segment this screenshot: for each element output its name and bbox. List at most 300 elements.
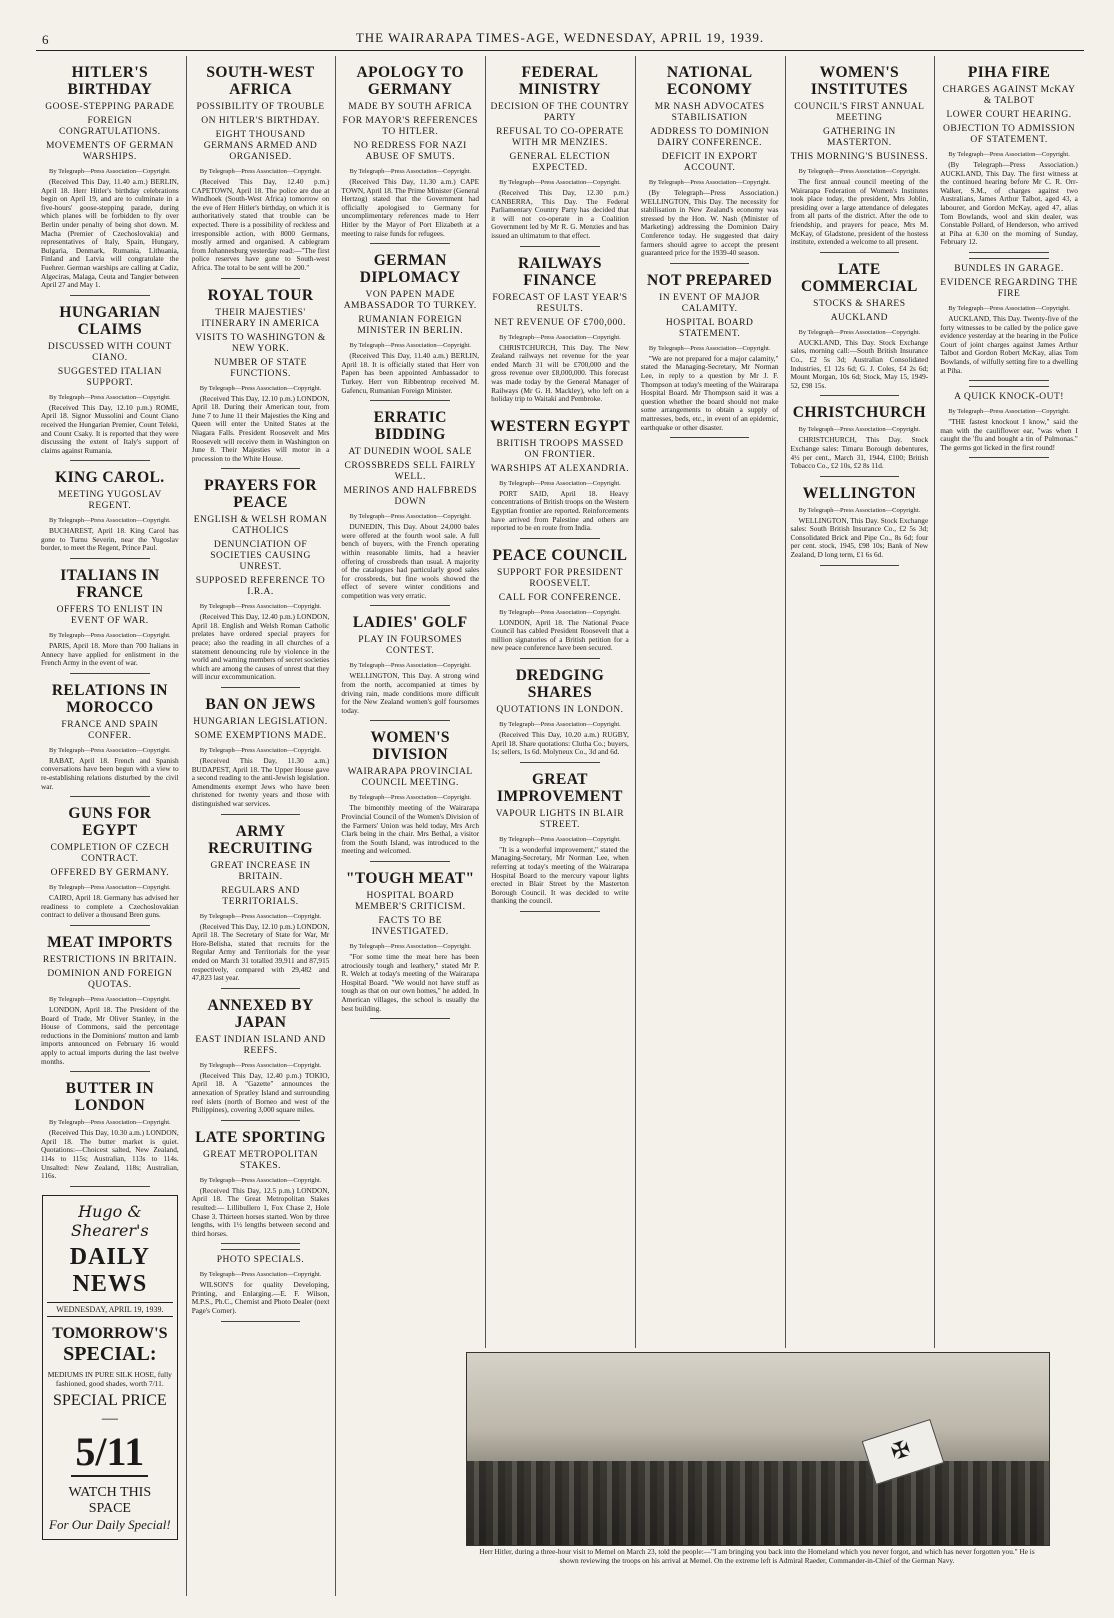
press-credit: By Telegraph—Press Association—Copyright.: [798, 328, 921, 336]
headline: ROYAL TOUR: [207, 286, 314, 304]
press-credit: By Telegraph—Press Association—Copyright.: [49, 996, 171, 1003]
article: [187, 477, 335, 688]
subheadline: NUMBER OF STATE FUNCTIONS.: [214, 357, 307, 379]
article: [486, 771, 634, 912]
article-text: PORT SAID, April 18. Heavy concentrations of British troops on the Western Egyptian frontier are reported. Reinforcements have arrived from Palestine and others are reported to be en route from India.: [491, 488, 629, 533]
subheadline: ENGLISH & WELSH ROMAN CATHOLICS: [193, 515, 328, 537]
article: [36, 469, 184, 559]
subheadline: SUPPORT FOR PRESIDENT ROOSEVELT.: [496, 567, 623, 589]
ad-special: SPECIAL:: [63, 1342, 157, 1365]
article-text: (Received This Day, 12.40 p.m.) TOKIO, April 18. A "Gazette" announces the annexation of Spratley Island and surrounding reef islets (north of Borneo and west of the Philippines), covering 3,000 square miles.: [191, 1070, 330, 1115]
subheadline: BUNDLES IN GARAGE.: [954, 263, 1064, 274]
subheadline: GREAT METROPOLITAN STAKES.: [203, 1149, 318, 1171]
subheadline: GOOSE-STEPPING PARADE: [45, 102, 175, 112]
column-7: [934, 56, 1083, 1348]
divider: [221, 1249, 301, 1250]
subheadline: REGULARS AND TERRITORIALS.: [221, 885, 300, 907]
headline: ITALIANS IN FRANCE: [60, 567, 160, 602]
subheadline: GATHERING IN MASTERTON.: [822, 127, 896, 148]
article-text: (Received This Day, 12.5 p.m.) LONDON, April 18. The Great Metropolitan Stakes resulted:— Lillibullero 1, Fox Chase 2, Hole Chase 3. Thirteen horses started. Won by three lengths, with 1½ lengths between second and third horses.: [191, 1185, 330, 1238]
subheadline: GREAT INCREASE IN BRITAIN.: [210, 860, 311, 882]
article: [36, 682, 184, 797]
subheadline: CHARGES AGAINST McKAY & TALBOT: [942, 85, 1076, 106]
divider: [520, 246, 600, 247]
article-text: (Received This Day, 11.40 a.m.) BERLIN, April 18. It is officially stated that Herr von Papen has been appointed Ambassador to Turkey. Herr von Ribbentrop received M. Gafencu, Rumanian Foreign Minister.: [341, 351, 480, 395]
subheadline: HUNGARIAN LEGISLATION.: [193, 717, 328, 728]
press-credit: By Telegraph—Press Association—Copyright.: [49, 517, 171, 525]
divider: [370, 243, 450, 244]
headline: HUNGARIAN CLAIMS: [59, 303, 161, 338]
divider: [221, 1321, 301, 1322]
article-body: [341, 672, 479, 715]
column-5: [635, 56, 784, 1348]
press-credit: By Telegraph—Press Association—Copyright.: [349, 662, 472, 670]
article: [36, 567, 184, 674]
article-text: LONDON, April 18. The President of the Board of Trade, Mr Oliver Stanley, in the House of Commons, said the percentage reductions in the Dominions' mutton and lamb imports announced on February 16 would apply to actual imports during the last twelve months.: [41, 1005, 179, 1066]
article-body: [192, 1187, 330, 1239]
press-credit: By Telegraph—Press Association—Copyright.: [798, 506, 921, 514]
article-body: [791, 517, 929, 560]
divider: [370, 720, 450, 721]
headline: SOUTH-WEST AFRICA: [206, 64, 315, 98]
press-credit: By Telegraph—Press Association—Copyright.: [199, 168, 322, 175]
press-credit: By Telegraph—Press Association—Copyright.: [948, 408, 1070, 416]
article-text: DUNEDIN, This Day. About 24,000 bales were offered at the fourth wool sale. A full bench of buyers, with the French operating within reasonable limits, had a heavier offering of crossbreds than usual. A majority of the catalogues had particularly good sales for crossbreds, but fine wools showed the effect of severe winter conditions and competition was very erratic.: [341, 522, 480, 600]
press-credit: By Telegraph—Press Association—Copyright.: [499, 479, 621, 487]
press-credit: By Telegraph—Press Association—Copyright.: [49, 632, 171, 640]
headline: BAN ON JEWS: [205, 696, 316, 714]
article-body: [41, 178, 179, 290]
divider: [370, 400, 450, 401]
divider: [969, 258, 1049, 259]
subheadline: FOR MAYOR'S REFERENCES TO HITLER.: [342, 116, 478, 137]
article-body: [41, 757, 179, 791]
article: [187, 1129, 335, 1245]
subheadline: RESTRICTIONS IN BRITAIN.: [42, 955, 177, 965]
headline: WELLINGTON: [802, 484, 916, 502]
subheadline: HOSPITAL BOARD MEMBER'S CRITICISM.: [355, 891, 466, 912]
subheadline: THEIR MAJESTIES' ITINERARY IN AMERICA: [201, 307, 320, 329]
headline: GUNS FOR EGYPT: [68, 805, 152, 840]
subheadline: VAPOUR LIGHTS IN BLAIR STREET.: [495, 808, 625, 830]
subheadline: DEFICIT IN EXPORT ACCOUNT.: [661, 152, 758, 173]
article-body: [791, 178, 929, 247]
press-credit: By Telegraph—Press Association—Copyright.: [499, 835, 621, 843]
article-text: WILSON'S for quality Developing, Printing, and Enlarging.—E. F. Wilson, M.P.S., Ph.C., Chemist and Photo Dealer (next Page's Corner).: [191, 1280, 330, 1316]
article: [935, 386, 1083, 458]
article-body: [940, 418, 1078, 452]
article-body: [41, 527, 179, 553]
press-credit: By Telegraph—Press Association—Copyright.: [798, 426, 921, 434]
subheadline: DENUNCIATION OF SOCIETIES CAUSING UNREST.: [210, 540, 311, 573]
article-body: [41, 894, 179, 920]
subheadline: CALL FOR CONFERENCE.: [498, 592, 622, 603]
press-credit: By Telegraph—Press Association—Copyright.: [349, 168, 472, 175]
subheadline: EIGHT THOUSAND GERMANS ARMED AND ORGANISED.: [203, 130, 318, 162]
article: [935, 258, 1083, 381]
subheadline: MEETING YUGOSLAV REGENT.: [57, 490, 162, 512]
article-text: WELLINGTON, This Day. A strong wind from the north, accompanied at times by driving rain, made conditions more difficult for the New Zealand women's golf foursomes today.: [341, 671, 480, 715]
headline: ANNEXED BY JAPAN: [207, 996, 314, 1031]
divider: [221, 814, 301, 815]
ad-title: DAILY NEWS: [69, 1243, 150, 1297]
article: [486, 667, 634, 763]
subheadline: DOMINION AND FOREIGN QUOTAS.: [47, 969, 173, 990]
divider: [70, 460, 150, 461]
article-text: (Received This Day, 12.40 p.m.) LONDON, April 18. English and Welsh Roman Catholic prelates have ordered special prayers for peace; also the reading in all churches of a statement denouncing rule by violence in the world and warning members of secret societies which are among the causes of unrest that they will incur excommunication.: [191, 612, 330, 682]
news-photo: [466, 1352, 1050, 1546]
headline: WOMEN'S DIVISION: [370, 729, 450, 764]
subheadline: QUOTATIONS IN LONDON.: [496, 705, 624, 716]
column-4: [485, 56, 634, 1348]
divider: [520, 911, 600, 912]
headline: BUTTER IN LONDON: [65, 1080, 155, 1115]
article-body: [341, 953, 479, 1013]
subheadline: PHOTO SPECIALS.: [216, 1255, 305, 1266]
headline: ARMY RECRUITING: [208, 822, 313, 857]
divider: [221, 687, 301, 688]
article: [786, 261, 934, 397]
subheadline: NO REDRESS FOR NAZI ABUSE OF SMUTS.: [353, 141, 467, 162]
subheadline: DECISION OF THE COUNTRY PARTY: [490, 102, 630, 123]
headline: FEDERAL MINISTRY: [518, 64, 601, 98]
divider: [670, 263, 750, 264]
article-text: (Received This Day, 12.40 p.m.) CAPETOWN, April 18. The police are due at Windhoek (South-West Africa) tomorrow on the eve of Herr Hitler's birthday, on which it is authoritatively stated that trouble can be expected. There is a possibility of reckless and irresponsible action, with 8000 Germans, mostly armed and organised. A cablegram from Johannesburg yesterday read:—"The first police reserves have gone to South-west Africa. The total to be sent will be 200.": [191, 177, 330, 272]
article-text: (Received This Day, 11.30 a.m.) BUDAPEST, April 18. The Upper House gave a second reading to the anti-Jewish legislation. Amendments exempt Jews who have been christened for twenty years and those with distinguished war services.: [191, 756, 330, 808]
ad-date: WEDNESDAY, APRIL 19, 1939.: [47, 1302, 173, 1317]
article: [336, 252, 484, 401]
article: [36, 64, 184, 296]
press-credit: By Telegraph—Press Association—Copyright.: [199, 747, 322, 755]
subheadline: EAST INDIAN ISLAND AND REEFS.: [195, 1034, 326, 1056]
headline: GREAT IMPROVEMENT: [497, 770, 623, 805]
article: [187, 64, 335, 279]
subheadline: OFFERS TO ENLIST IN EVENT OF WAR.: [56, 605, 164, 627]
divider: [370, 605, 450, 606]
article: [486, 255, 634, 410]
article-body: [41, 1129, 179, 1181]
subheadline: AT DUNEDIN WOOL SALE: [348, 447, 473, 458]
subheadline: ON HITLER'S BIRTHDAY.: [201, 116, 320, 126]
headline: LATE COMMERCIAL: [800, 260, 918, 295]
article-text: (Received This Day, 10.30 a.m.) LONDON, April 18. The butter market is quiet. Quotations:—Choicest salted, New Zealand, 114s to 115s; Australian, 113s to 114s. Unsalted: New Zealand, 118s; Australian, 116s.: [41, 1128, 179, 1181]
article-body: [192, 757, 330, 809]
page-number: 6: [42, 32, 49, 47]
headline: APOLOGY TO GERMANY: [356, 64, 464, 98]
article-body: [192, 613, 330, 682]
ad-daily: For Our Daily Special!: [49, 1516, 171, 1532]
article-body: [341, 804, 479, 856]
article-body: [791, 436, 929, 470]
article-text: WELLINGTON, This Day. Stock Exchange sales: South British Insurance Co., £2 5s 3d; Consolidated Brick and Pipe Co., 8s 6d; four per cent. stock, 1945, £98 10s; Bank of New Zealand, D long term, £1 6s 6d.: [790, 515, 929, 560]
article-text: (Received This Day, 12.10 p.m.) LONDON, April 18. The Secretary of State for War, Mr Hore-Belisha, stated that recruits for the Regular Army and Territorials for the year ended on March 31 totalled 39,911 and 87,915 respectively, compared with 29,482 and 47,823 last year.: [191, 921, 330, 983]
subheadline: FORECAST OF LAST YEAR'S RESULTS.: [492, 292, 628, 314]
divider: [820, 565, 900, 566]
article-text: AUCKLAND, This Day. Twenty-five of the forty witnesses to be called by the police gave evidence yesterday at the hearing in the Police Court of joint charges against James Arthur Talbot and Gordon Robert McKay, alias Tom Bowlands, of wilfully setting fire to a dwelling at Piha.: [940, 313, 1078, 375]
divider: [70, 796, 150, 797]
article-text: RABAT, April 18. French and Spanish conversations have been begun with a view to re-establishing relations disturbed by the civil war.: [41, 755, 179, 791]
subheadline: POSSIBILITY OF TROUBLE: [196, 102, 325, 112]
article-text: (Received This Day, 10.20 a.m.) RUGBY, April 18. Share quotations: Clutha Co.; buyers, 1s; sellers, 1s 6d. Molyneux Co., 3d and 6d.: [491, 730, 629, 757]
article: [786, 404, 934, 476]
article-text: "We are not prepared for a major calamity," stated the Managing-Secretary, Mr Norman Lee, in reply to a question by Mr J. F. Thompson at today's meeting of the Wairarapa Hospital Board. Mr Thompson said it was a question whether the board should not make some arrangements to obtain a supply of mattresses, beds, etc., in event of an epidemic, earthquake or other disaster.: [640, 353, 779, 432]
subheadline: IN EVENT OF MAJOR CALAMITY.: [659, 292, 761, 314]
divider: [70, 1071, 150, 1072]
ad-item: MEDIUMS IN PURE SILK HOSE, fully fashioned, good shades, worth 7/11.: [47, 1369, 172, 1388]
headline: WOMEN'S INSTITUTES: [810, 64, 908, 98]
headline: NATIONAL ECONOMY: [666, 64, 753, 98]
column-6: [785, 56, 934, 1348]
article: [336, 729, 484, 862]
article-body: [791, 339, 929, 391]
divider: [221, 1120, 301, 1121]
article-body: [41, 1006, 179, 1066]
ad-price-label: SPECIAL PRICE—: [53, 1391, 167, 1427]
headline: CHRISTCHURCH: [792, 404, 926, 422]
divider: [221, 278, 301, 279]
headline: KING CAROL.: [55, 469, 165, 487]
subheadline: NET REVENUE OF £700,000.: [493, 317, 626, 328]
article-body: [491, 731, 629, 757]
divider: [370, 1018, 450, 1019]
article-text: (Received This Day, 12.30 p.m.) CANBERRA, This Day. The Federal Parliamentary Country Party has decided that it will not co-operate in a Coalition Government led by Mr R. G. Menzies and has issued an ultimatum to that effect.: [491, 188, 629, 240]
article: [786, 485, 934, 566]
press-credit: By Telegraph—Press Association—Copyright.: [49, 1119, 171, 1127]
article: [36, 805, 184, 926]
article-text: CHRISTCHURCH, This Day. The New Zealand railways net revenue for the year ended March 31 will be £700,000 and the gross revenue over £8,000,000. This forecast was made today by the General Manager of Railways (Mr G. H. Mackley), who left on a holiday trip to Waitaki and Pembroke.: [491, 342, 629, 404]
photo-caption: Herr Hitler, during a three-hour visit to Memel on March 23, told the people:—"I am bringing you back into the Homeland which you never forgot, and which has never forgotten you." He is shown reviewing the troops on his arrival at Memel. On the extreme left is Admiral Raeder, Commander-in-Chief of the German Navy.: [479, 1547, 1035, 1565]
subheadline: SUGGESTED ITALIAN SUPPORT.: [57, 366, 162, 388]
article: [336, 409, 484, 606]
article-body: [341, 352, 479, 395]
subheadline: REFUSAL TO CO-OPERATE WITH MR MENZIES.: [496, 127, 624, 148]
headline: LATE SPORTING: [195, 1128, 326, 1146]
press-credit: By Telegraph—Press Association—Copyright.: [948, 304, 1070, 312]
article-body: [192, 178, 330, 273]
article-body: [491, 490, 629, 533]
divider: [221, 988, 301, 989]
article-text: "THE fastest knockout I know," said the man with the cauliflower ear, "was when I caught the 'flu and bought a tin of Pulmonas." The germs got licked in the first round!: [940, 417, 1078, 452]
article-body: [641, 189, 779, 258]
article-body: [940, 161, 1078, 247]
swastika-flag-icon: ✠: [862, 1419, 945, 1485]
subheadline: RUMANIAN FOREIGN MINISTER IN BERLIN.: [357, 315, 464, 337]
divider: [221, 468, 301, 469]
column-1: [36, 56, 184, 1596]
article-body: [192, 923, 330, 983]
headline: MEAT IMPORTS: [47, 934, 173, 951]
article: [786, 64, 934, 253]
subheadline: GENERAL ELECTION EXPECTED.: [509, 152, 611, 173]
divider: [221, 1243, 301, 1244]
article: [187, 997, 335, 1121]
article-body: [41, 642, 179, 668]
masthead-title: THE WAIRARAPA TIMES-AGE, WEDNESDAY, APRIL 19, 1939.: [355, 30, 765, 45]
article-body: [940, 315, 1078, 375]
headline: GERMAN DIPLOMACY: [359, 252, 461, 287]
subheadline: MADE BY SOUTH AFRICA: [348, 102, 473, 112]
article-text: (Received This Day, 11.30 a.m.) CAPE TOWN, April 18. The Prime Minister (General Hertzog) stated that the Government had officially apologised to Germany for uncomplimentary references made to Herr Hitler by the Mayor of Port Elizabeth at a meeting to raise funds for refugees.: [341, 177, 480, 238]
subheadline: BRITISH TROOPS MASSED ON FRONTIER.: [496, 438, 624, 460]
subheadline: AUCKLAND: [830, 312, 888, 323]
article-body: [341, 178, 479, 238]
subheadline: MERINOS AND HALFBREDS DOWN: [343, 486, 477, 508]
article: [187, 287, 335, 470]
subheadline: ADDRESS TO DOMINION DAIRY CONFERENCE.: [650, 127, 770, 148]
article-text: AUCKLAND, This Day. Stock Exchange sales, morning call:—South British Insurance Co., £2 5s 3d; Australian Consolidated Industries, £1 12s 6d; G. J. Coles, £4 2s 6d; Mount Morgan, 10s 6d; Stock, May 15, 1949-52, £98 15s.: [790, 337, 929, 390]
article: [187, 696, 335, 815]
press-credit: By Telegraph—Press Association—Copyright.: [499, 179, 621, 186]
divider: [520, 538, 600, 539]
subheadline: VON PAPEN MADE AMBASSADOR TO TURKEY.: [343, 290, 477, 312]
subheadline: HOSPITAL BOARD STATEMENT.: [665, 317, 754, 339]
article: [636, 64, 784, 264]
divider: [520, 762, 600, 763]
column-3: [335, 56, 484, 1596]
divider: [820, 252, 900, 253]
divider: [969, 252, 1049, 253]
column-2: [186, 56, 335, 1596]
headline: HITLER'S BIRTHDAY: [67, 64, 153, 98]
headline: PIHA FIRE: [967, 64, 1051, 81]
headline: PRAYERS FOR PEACE: [204, 477, 317, 512]
article: [187, 1249, 335, 1321]
article: [336, 870, 484, 1019]
article-body: [491, 619, 629, 653]
article: [336, 614, 484, 721]
article-text: LONDON, April 18. The National Peace Council has cabled President Roosevelt that a million signatories of a British petition for a new peace conference have been secured.: [491, 617, 629, 653]
subheadline: MOVEMENTS OF GERMAN WARSHIPS.: [45, 141, 174, 162]
article-text: PARIS, April 18. More than 700 Italians in Annecy have applied for enlistment in the French Army in the event of war.: [41, 641, 179, 668]
masthead: [36, 28, 1084, 51]
article-text: "For some time the meat here has been atrociously tough and leathery," stated Mr P. R. Welch at today's meeting of the Wairarapa Hospital Board. "We would not have stuff as tough as that on our own homes," he added. In American villages, the school is usually the best building.: [341, 952, 480, 1013]
press-credit: By Telegraph—Press Association—Copyright.: [798, 168, 921, 175]
divider: [670, 437, 750, 438]
press-credit: By Telegraph—Press Association—Copyright.: [499, 721, 621, 729]
subheadline: EVIDENCE REGARDING THE FIRE: [940, 277, 1078, 299]
press-credit: By Telegraph—Press Association—Copyright.: [499, 608, 621, 616]
headline: RELATIONS IN MOROCCO: [51, 681, 168, 716]
press-credit: By Telegraph—Press Association—Copyright.: [948, 151, 1070, 158]
ad-watch: WATCH THIS SPACE: [68, 1484, 152, 1516]
subheadline: WARSHIPS AT ALEXANDRIA.: [490, 463, 630, 474]
advertisement: [42, 1195, 178, 1540]
article-body: [491, 344, 629, 404]
press-credit: By Telegraph—Press Association—Copyright.: [648, 344, 771, 352]
article: [187, 823, 335, 989]
press-credit: By Telegraph—Press Association—Copyright.: [199, 1271, 322, 1279]
article-text: CAIRO, April 18. Germany has advised her readiness to complete a Czechoslovakian contract to deliver a thousand Bren guns.: [41, 893, 179, 920]
subheadline: A QUICK KNOCK-OUT!: [954, 392, 1064, 403]
headline: LADIES' GOLF: [352, 614, 468, 632]
article-body: [192, 1072, 330, 1115]
divider: [520, 658, 600, 659]
article-text: The first annual council meeting of the Wairarapa Federation of Women's Institutes took place today, the president, Mrs Joblin, presiding over a large attendance of delegates from all parts of the district. After the ode to friendship, and prayers for peace, Mrs M. McKay, of Gladstone, president of the hostess institute, extended a welcome to all present.: [790, 177, 929, 247]
article-body: [491, 189, 629, 241]
divider: [70, 558, 150, 559]
article-text: BUCHAREST, April 18. King Carol has gone to Turnu Severin, near the Yugoslav border, to meet the Regent, Prince Paul.: [41, 526, 179, 553]
subheadline: OFFERED BY GERMANY.: [50, 868, 170, 879]
article-text: (By Telegraph—Press Association.) WELLINGTON, This Day. The necessity for stabilisation in New Zealand's economy was stressed by the Hon. W. Nash (Minister of Marketing) addressing the Dominion Dairy Conference today. He suggested that dairy farmers should agree to accept the present guaranteed price for the 1939-40 season.: [640, 188, 779, 258]
press-credit: By Telegraph—Press Association—Copyright.: [349, 342, 472, 350]
press-credit: By Telegraph—Press Association—Copyright.: [349, 794, 472, 802]
press-credit: By Telegraph—Press Association—Copyright.: [648, 179, 771, 186]
subheadline: FOREIGN CONGRATULATIONS.: [59, 116, 161, 137]
subheadline: CROSSBREDS SELL FAIRLY WELL.: [344, 461, 476, 483]
press-credit: By Telegraph—Press Association—Copyright.: [499, 333, 621, 341]
subheadline: MR NASH ADVOCATES STABILISATION: [654, 102, 765, 123]
headline: NOT PREPARED: [647, 271, 773, 289]
divider: [820, 395, 900, 396]
press-credit: By Telegraph—Press Association—Copyright.: [199, 912, 322, 920]
press-credit: By Telegraph—Press Association—Copyright.: [49, 393, 171, 401]
article: [486, 418, 634, 539]
article: [486, 64, 634, 247]
press-credit: By Telegraph—Press Association—Copyright.: [49, 746, 171, 754]
divider: [70, 1186, 150, 1187]
article: [36, 1080, 184, 1187]
ad-tomorrow: TOMORROW'S: [52, 1324, 168, 1342]
article-text: The bimonthly meeting of the Wairarapa Provincial Council of the Women's Division of the Farmers' Union was held today, Mrs Arch Clark being in the chair. Mrs Bethal, a visitor from the South Island, was introduced to the meeting and welcomed.: [341, 803, 480, 856]
divider: [969, 386, 1049, 387]
article-body: [341, 523, 479, 600]
divider: [820, 476, 900, 477]
subheadline: PLAY IN FOURSOMES CONTEST.: [358, 635, 463, 657]
press-credit: By Telegraph—Press Association—Copyright.: [49, 168, 171, 175]
subheadline: SUPPOSED REFERENCE TO I.R.A.: [195, 576, 326, 598]
subheadline: FRANCE AND SPAIN CONFER.: [61, 719, 159, 741]
headline: DREDGING SHARES: [515, 667, 605, 702]
divider: [70, 673, 150, 674]
article: [36, 304, 184, 462]
divider: [520, 409, 600, 410]
headline: ERRATIC BIDDING: [373, 409, 447, 444]
press-credit: By Telegraph—Press Association—Copyright.: [349, 943, 472, 950]
divider: [969, 457, 1049, 458]
subheadline: VISITS TO WASHINGTON & NEW YORK.: [195, 332, 326, 354]
ad-price: 5/11: [71, 1428, 148, 1477]
press-credit: By Telegraph—Press Association—Copyright.: [199, 384, 322, 392]
photo-crowd: [467, 1461, 1049, 1545]
article: [486, 547, 634, 659]
headline: "TOUGH MEAT": [345, 870, 475, 887]
subheadline: WAIRARAPA PROVINCIAL COUNCIL MEETING.: [347, 767, 473, 789]
subheadline: DISCUSSED WITH COUNT CIANO.: [47, 341, 172, 363]
divider: [370, 861, 450, 862]
article-body: [491, 846, 629, 906]
article-text: (Received This Day, 12.10 p.m.) LONDON, April 18. During their American tour, from June 7 to June 11 their Majesties the King and Queen will enter the United States at the Niagara Falls. President Roosevelt and Mrs Roosevelt will receive them in Washington on June 8. Their Majesties will motor in a procession to the White House.: [191, 393, 330, 463]
press-credit: By Telegraph—Press Association—Copyright.: [349, 513, 472, 521]
article-text: (Received This Day, 12.10 p.m.) ROME, April 18. Signor Mussolini and Count Ciano received the Hungarian Premier, Count Teleki, and Count Csaky. It is reported that they were discussing the extent of Italy's support of claims against Rumania.: [41, 402, 179, 455]
headline: PEACE COUNCIL: [492, 546, 628, 564]
subheadline: STOCKS & SHARES: [813, 298, 906, 309]
article-body: [192, 395, 330, 464]
article-body: [641, 355, 779, 432]
article-text: (By Telegraph—Press Association.) AUCKLAND, This Day. The first witness at the continued hearing before Mr C. R. Orr-Walker, S.M., of charges against two Australians, James Arthur Talbot, aged 43, a labourer, and Gordon McKay, aged 47, alias Tom Bowlands, wool and skin dealer, was Constable Pollard, of Henderson, who arrived at Piha at 6.30 on the morning of Sunday, February 12.: [940, 160, 1078, 247]
article: [636, 272, 784, 438]
article-body: [192, 1281, 330, 1315]
article-body: [41, 404, 179, 456]
divider: [969, 380, 1049, 381]
subheadline: COUNCIL'S FIRST ANNUAL MEETING: [794, 102, 925, 123]
article-text: CHRISTCHURCH, This Day. Stock Exchange sales: Timaru Borough debentures, 4½ per cent., March 31, 1944, £100; British Tobacco Co., £2 10s, £2 8s 11d.: [790, 435, 929, 471]
article: [935, 64, 1083, 253]
press-credit: By Telegraph—Press Association—Copyright.: [199, 603, 322, 611]
press-credit: By Telegraph—Press Association—Copyright.: [49, 884, 171, 892]
press-credit: By Telegraph—Press Association—Copyright.: [199, 1176, 322, 1184]
article-text: (Received This Day, 11.40 a.m.) BERLIN, April 18. Herr Hitler's birthday celebrations begin on April 19, and are to culminate in a five-hours' goose-stepping parade, during which planes will be forbidden to fly over Berlin under penalty of being shot down. M. Macha (Premier of Czechoslovakia) and representatives of Italy, Spain, Hungary, Bulgaria, Denmark, Rumania, Lithuania, Finland and Latvia will congratulate the Fuehrer. German warships are calling at Cadiz, Algeciras, Malaga, Ceuta and Tangier between April 27 and May 1.: [41, 177, 179, 290]
article: [336, 64, 484, 244]
